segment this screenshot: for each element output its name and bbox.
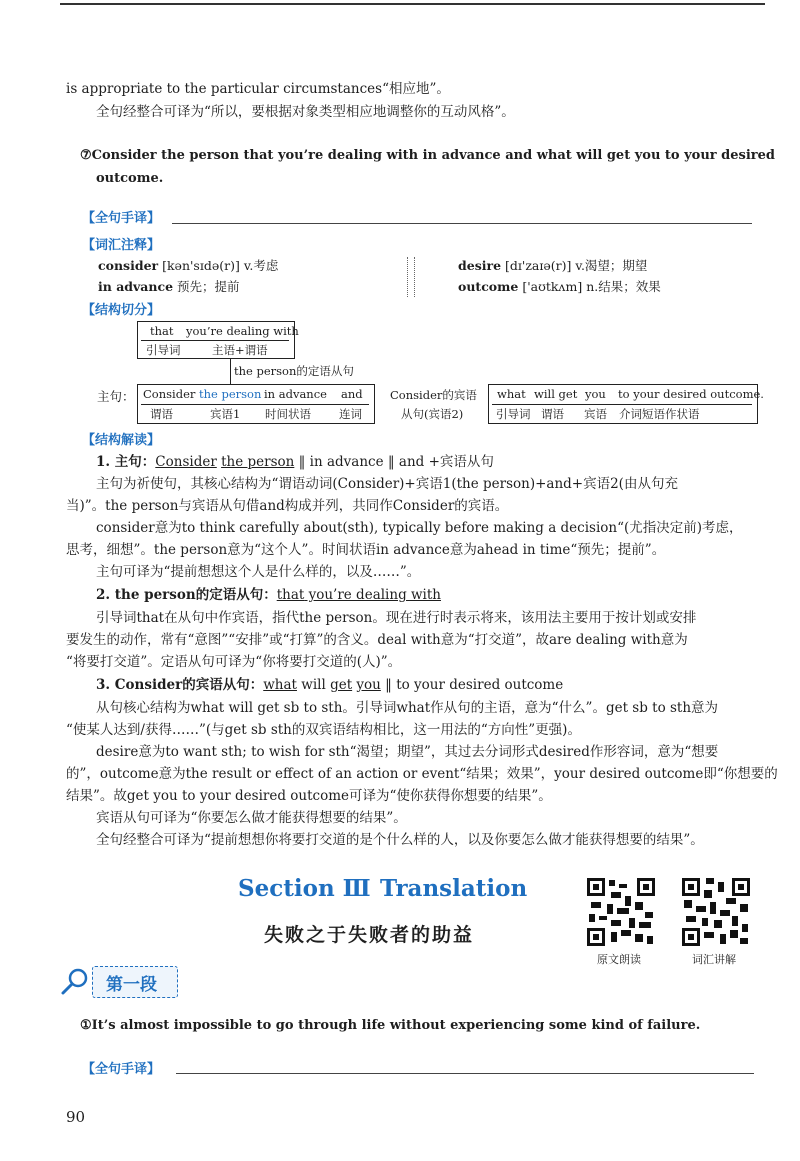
vocab-divider xyxy=(407,257,415,297)
text-line: 思考，细想”。the person意为“这个人”。时间状语in advance意为ahead in time“预先；提前”。 xyxy=(66,542,666,558)
vocab-ipa: ['aʊtkʌm] xyxy=(522,279,583,294)
obj-label: Consider的宾语 xyxy=(390,388,477,402)
rel-arrow-line xyxy=(230,358,231,384)
vocab-meaning: v.渴望；期望 xyxy=(575,258,648,273)
rel-cell: you’re dealing with xyxy=(186,324,299,338)
underlined-word: Consider xyxy=(155,454,217,470)
text-line: 全句经整合可译为“提前想想你将要打交道的是个什么样的人，以及你要怎么做才能获得想要的结果”。 xyxy=(96,832,704,848)
translation-answer-line[interactable] xyxy=(172,223,752,224)
main-cell: 宾语1 xyxy=(210,407,241,421)
text-line: 当)”。the person与宾语从句借and构成并列，共同作Consider的宾语。 xyxy=(66,498,509,514)
obj-label: 从句(宾语2) xyxy=(401,407,464,421)
section-title-right: Translation xyxy=(380,875,528,902)
obj-cell: 引导词 xyxy=(496,407,531,421)
vocab-word: desire xyxy=(458,258,502,273)
section-subtitle: 失败之于失败者的助益 xyxy=(264,924,475,946)
vocab-ipa: [kən'sɪdə(r)] xyxy=(162,258,240,273)
text-line: is appropriate to the particular circumstances“相应地”。 xyxy=(66,81,450,97)
obj-cell: what xyxy=(497,387,526,401)
rel-caption: the person的定语从句 xyxy=(234,364,354,378)
obj-cell: you xyxy=(585,387,606,401)
main-rule xyxy=(141,404,369,405)
vocab-item xyxy=(458,276,661,298)
vocab-meaning: v.考虑 xyxy=(243,258,279,273)
sentence-1: ①It’s almost impossible to go through life without experiencing some kind of failure. xyxy=(80,1018,701,1033)
rel-cell: that xyxy=(150,324,174,338)
sentence-7: ⑦Consider the person that you’re dealing with in advance and what will get you to your desired xyxy=(80,148,776,163)
qr-caption: 原文朗读 xyxy=(597,953,641,966)
heading-prefix: 3. Consider的宾语从句： xyxy=(96,677,264,693)
underlined-word: the person xyxy=(221,454,295,470)
heading-prefix: 1. 主句： xyxy=(96,454,156,470)
main-label: 主句： xyxy=(97,389,135,404)
vocab-item xyxy=(458,255,647,277)
text-line: desire意为to want sth; to wish for sth“渴望；期望”，其过去分词形式desired作形容词，意为“想要 xyxy=(96,744,719,760)
page-number: 90 xyxy=(66,1108,86,1126)
qr-caption: 词汇讲解 xyxy=(692,953,736,966)
full-translation-header-2: 【全句手译】 xyxy=(82,1062,161,1077)
rel-cell: 主语+谓语 xyxy=(212,343,268,357)
vocab-meaning: 预先；提前 xyxy=(177,279,240,294)
rel-rule xyxy=(141,340,289,341)
qr-code-vocab[interactable] xyxy=(680,876,752,948)
text-line: 全句经整合可译为“所以，要根据对象类型相应地调整你的互动风格”。 xyxy=(96,104,515,120)
obj-cell: 介词短语作状语 xyxy=(619,407,700,421)
text-line: 从句核心结构为what will get sb to sth。引导词what作从句的主语，意为“什么”。get sb to sth意为 xyxy=(96,700,719,716)
text-line: 主句为祈使句，其核心结构为“谓语动词(Consider)+宾语1(the person)+and+宾语2(由从句充 xyxy=(96,476,678,492)
underlined-word: you xyxy=(356,677,381,693)
underlined-word: what xyxy=(263,677,297,693)
rel-cell: 引导词 xyxy=(146,343,181,357)
vocab-item xyxy=(98,276,240,298)
translation-answer-line[interactable] xyxy=(176,1073,754,1074)
main-cell: the person xyxy=(199,387,262,401)
underlined-word: that xyxy=(276,587,305,603)
text-line: “将要打交道”。定语从句可译为“你将要打交道的(人)”。 xyxy=(66,654,402,670)
vocab-ipa: [dɪ'zaɪə(r)] xyxy=(505,258,572,273)
full-translation-header: 【全句手译】 xyxy=(82,211,161,226)
obj-rule xyxy=(492,404,752,405)
main-cell: 时间状语 xyxy=(265,407,311,421)
plain-word: will xyxy=(296,677,331,693)
section-title-left: Section Ⅲ xyxy=(238,875,371,902)
obj-cell: 宾语 xyxy=(584,407,607,421)
explain-heading-1 xyxy=(96,451,494,473)
explain-heading-3 xyxy=(96,674,563,696)
paragraph-tag-label: 第一段 xyxy=(106,975,157,995)
magnifier-icon xyxy=(60,966,90,996)
main-cell: 连词 xyxy=(339,407,362,421)
main-cell: in advance xyxy=(264,387,327,401)
main-cell: Consider xyxy=(143,387,196,401)
main-cell: 谓语 xyxy=(150,407,173,421)
text-line: 结果”。故get you to your desired outcome可译为“使你获得你想要的结果”。 xyxy=(66,788,552,804)
structure-explain-header: 【结构解读】 xyxy=(82,433,161,448)
heading-rest: ‖ in advance ‖ and +宾语从句 xyxy=(294,454,494,470)
vocab-word: outcome xyxy=(458,279,519,294)
obj-cell: to your desired outcome. xyxy=(618,387,764,401)
structure-split-header: 【结构切分】 xyxy=(82,303,161,318)
qr-code-reading[interactable] xyxy=(585,876,657,948)
obj-cell: will get xyxy=(534,387,578,401)
main-cell: and xyxy=(341,387,363,401)
vocab-meaning: n.结果；效果 xyxy=(586,279,661,294)
obj-cell: 谓语 xyxy=(541,407,564,421)
vocab-word: consider xyxy=(98,258,159,273)
heading-prefix: 2. the person的定语从句： xyxy=(96,587,277,603)
underlined-word: get xyxy=(330,677,353,693)
text-line: 要发生的动作，常有“意图”“安排”或“打算”的含义。deal with意为“打交道”，故are dealing with意为 xyxy=(66,632,688,648)
text-line: 引导词that在从句中作宾语，指代the person。现在进行时表示将来，该用法主要用于按计划或安排 xyxy=(96,610,697,626)
text-line: 主句可译为“提前想想这个人是什么样的，以及……”。 xyxy=(96,564,421,580)
top-rule xyxy=(60,3,765,5)
heading-rest: ‖ to your desired outcome xyxy=(380,677,564,693)
vocab-word: in advance xyxy=(98,279,174,294)
underlined-phrase: you’re dealing with xyxy=(304,587,441,603)
sentence-7-cont: outcome. xyxy=(96,171,164,186)
vocab-header: 【词汇注释】 xyxy=(82,238,161,253)
text-line: 宾语从句可译为“你要怎么做才能获得想要的结果”。 xyxy=(96,810,407,826)
vocab-item xyxy=(98,255,278,277)
text-line: 的”，outcome意为the result or effect of an action or event“结果；效果”，your desired outcome即“你想要的 xyxy=(66,766,778,782)
explain-heading-2 xyxy=(96,584,441,606)
text-line: consider意为to think carefully about(sth), typically before making a decision“(尤指决定前)考虑， xyxy=(96,520,743,536)
text-line: “使某人达到/获得……”(与get sb sth的双宾语结构相比，这一用法的“方向性”更强)。 xyxy=(66,722,581,738)
